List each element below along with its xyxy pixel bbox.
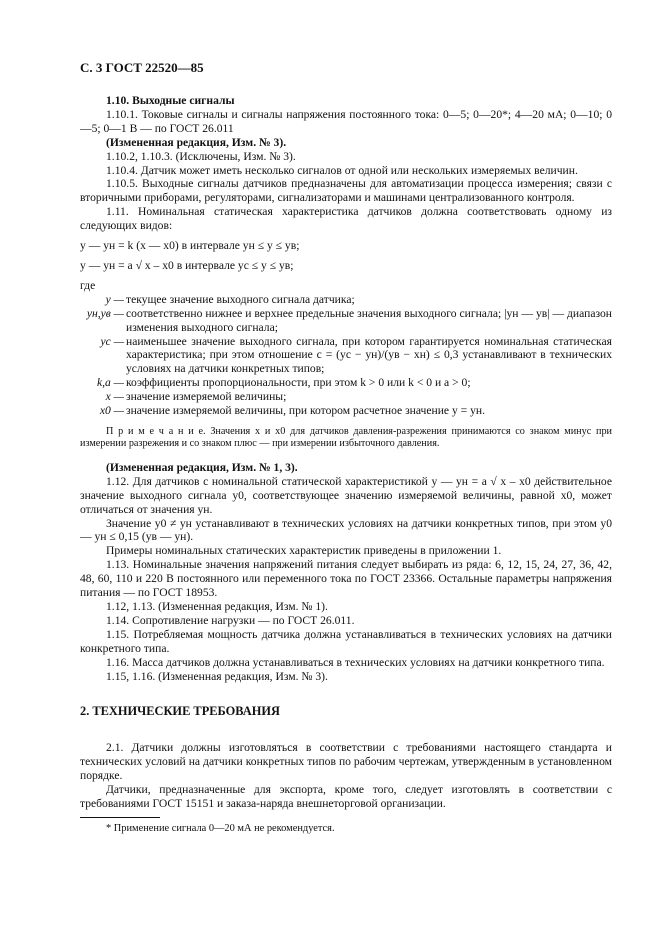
- definition-text: значение измеряемой величины;: [126, 390, 287, 404]
- paragraph-1-10-1: 1.10.1. Токовые сигналы и сигналы напряжения постоянного тока: 0—5; 0—20*; 4—20 мА; 0—10; 0—5; 0—1 В — по ГОСТ 26.011: [80, 107, 612, 135]
- paragraph-1-10-4: 1.10.4. Датчик может иметь несколько сигналов от одной или нескольких измеряемых величин.: [106, 163, 578, 177]
- footnote-divider: [80, 817, 160, 818]
- paragraph-2-1: 2.1. Датчики должны изготовляться в соответствии с требованиями настоящего стандарта и технических условий на датчики конкретных типов по рабочим чертежам, утвержденным в установленном порядке.: [80, 741, 612, 783]
- definition-item: [80, 390, 612, 404]
- amendment-note: (Измененная редакция, Изм. № 3).: [106, 135, 287, 149]
- section-heading-1-10: 1.10. Выходные сигналы: [106, 94, 235, 107]
- paragraph-1-16: 1.16. Масса датчиков должна устанавливаться в технических условиях на датчики конкретного типа.: [106, 655, 605, 669]
- formula-linear: y — yн = k (x — x0) в интервале yн ≤ y ≤ yв;: [80, 239, 300, 253]
- paragraph-1-12-value: Значение y0 ≠ yн устанавливают в технических условиях на датчики конкретных типов, при этом y0 — yн ≤ 0,15 (yв — yн).: [80, 516, 612, 544]
- amendment-note: 1.15, 1.16. (Измененная редакция, Изм. № 3).: [106, 669, 328, 683]
- definition-symbol: yс —: [100, 334, 124, 348]
- definition-item: [80, 376, 612, 390]
- amendment-note: (Измененная редакция, Изм. № 1, 3).: [106, 460, 298, 474]
- paragraph-2-1-export: Датчики, предназначенные для экспорта, кроме того, следует изготовлять в соответствии с требованиями ГОСТ 15151 и заказа-наряда внешнеторговой организации.: [80, 783, 612, 810]
- note-paragraph: П р и м е ч а н и е. Значения x и x0 для датчиков давления-разрежения принимаются со знаком минус при измерении разрежения и со знаком плюс — при измерении избыточного давления.: [80, 425, 612, 450]
- section-title: 2. ТЕХНИЧЕСКИЕ ТРЕБОВАНИЯ: [80, 704, 280, 719]
- footnote: * Применение сигнала 0—20 мА не рекомендуется.: [106, 822, 335, 834]
- paragraph-examples: Примеры номинальных статических характеристик приведены в приложении 1.: [106, 544, 502, 558]
- paragraph-1-10-5: 1.10.5. Выходные сигналы датчиков предназначены для автоматизации процесса измерения; связи с вторичными приборами, регуляторами, сигнализаторами и машинами централизованного контроля.: [80, 177, 612, 205]
- paragraph-1-15: 1.15. Потребляемая мощность датчика должна устанавливаться в технических условиях на датчики конкретного типа.: [80, 627, 612, 655]
- formula-sqrt: y — yн = a √ x – x0 в интервале yс ≤ y ≤ yв;: [80, 258, 294, 272]
- definition-text: коэффициенты пропорциональности, при этом k > 0 или k < 0 и a > 0;: [126, 376, 471, 390]
- definition-symbol: k,a —: [96, 376, 124, 390]
- definition-item: [80, 293, 612, 307]
- paragraph-1-13: 1.13. Номинальные значения напряжений питания следует выбирать из ряда: 6, 12, 15, 24, 27, 36, 42, 48, 60, 110 и 220 В постоянного или переменного тока по ГОСТ 23366. Остальные параметры напряжения питания — по ГОСТ 18953.: [80, 558, 612, 600]
- definitions-list: [80, 279, 612, 418]
- definition-symbol: x —: [105, 390, 124, 404]
- definition-text: значение измеряемой величины, при котором расчетное значение y = yн.: [126, 404, 486, 418]
- paragraph-1-10-2: 1.10.2, 1.10.3. (Исключены, Изм. № 3).: [106, 149, 296, 163]
- definition-text: соответственно нижнее и верхнее предельные значения выходного сигнала; |yн — yв| — диапазон изменения выходного сигнала;: [126, 306, 612, 334]
- definition-symbol: y —: [105, 292, 124, 306]
- paragraph-1-14: 1.14. Сопротивление нагрузки — по ГОСТ 26.011.: [106, 613, 355, 627]
- paragraph-1-12: 1.12. Для датчиков с номинальной статической характеристикой y — yн = a √ x – x0 действительное значение выходного сигнала y0, соответствующее значению измеряемой величины, равной x0, может отличаться от значения yн.: [80, 474, 612, 516]
- paragraph-1-11: 1.11. Номинальная статическая характеристика датчиков должна соответствовать одному из следующих видов:: [80, 205, 612, 233]
- amendment-note: 1.12, 1.13. (Измененная редакция, Изм. № 1).: [106, 600, 328, 613]
- page-header: С. 3 ГОСТ 22520—85: [80, 60, 204, 75]
- definition-text: текущее значение выходного сигнала датчика;: [126, 292, 355, 306]
- definition-item: [80, 335, 612, 377]
- definition-item: [80, 404, 612, 418]
- where-label: где: [80, 278, 96, 292]
- definition-symbol: yн,yв —: [86, 306, 124, 320]
- definition-symbol: x0 —: [99, 404, 124, 418]
- definition-text: наименьшее значение выходного сигнала, при котором гарантируется номинальная статическая характеристика; при этом отношение c = (yс − yн)/(yв − xн) ≤ 0,3 устанавливают в технических условиях на датчики конкретных типов;: [126, 334, 612, 376]
- document-body: [80, 94, 612, 836]
- definition-item: [80, 307, 612, 335]
